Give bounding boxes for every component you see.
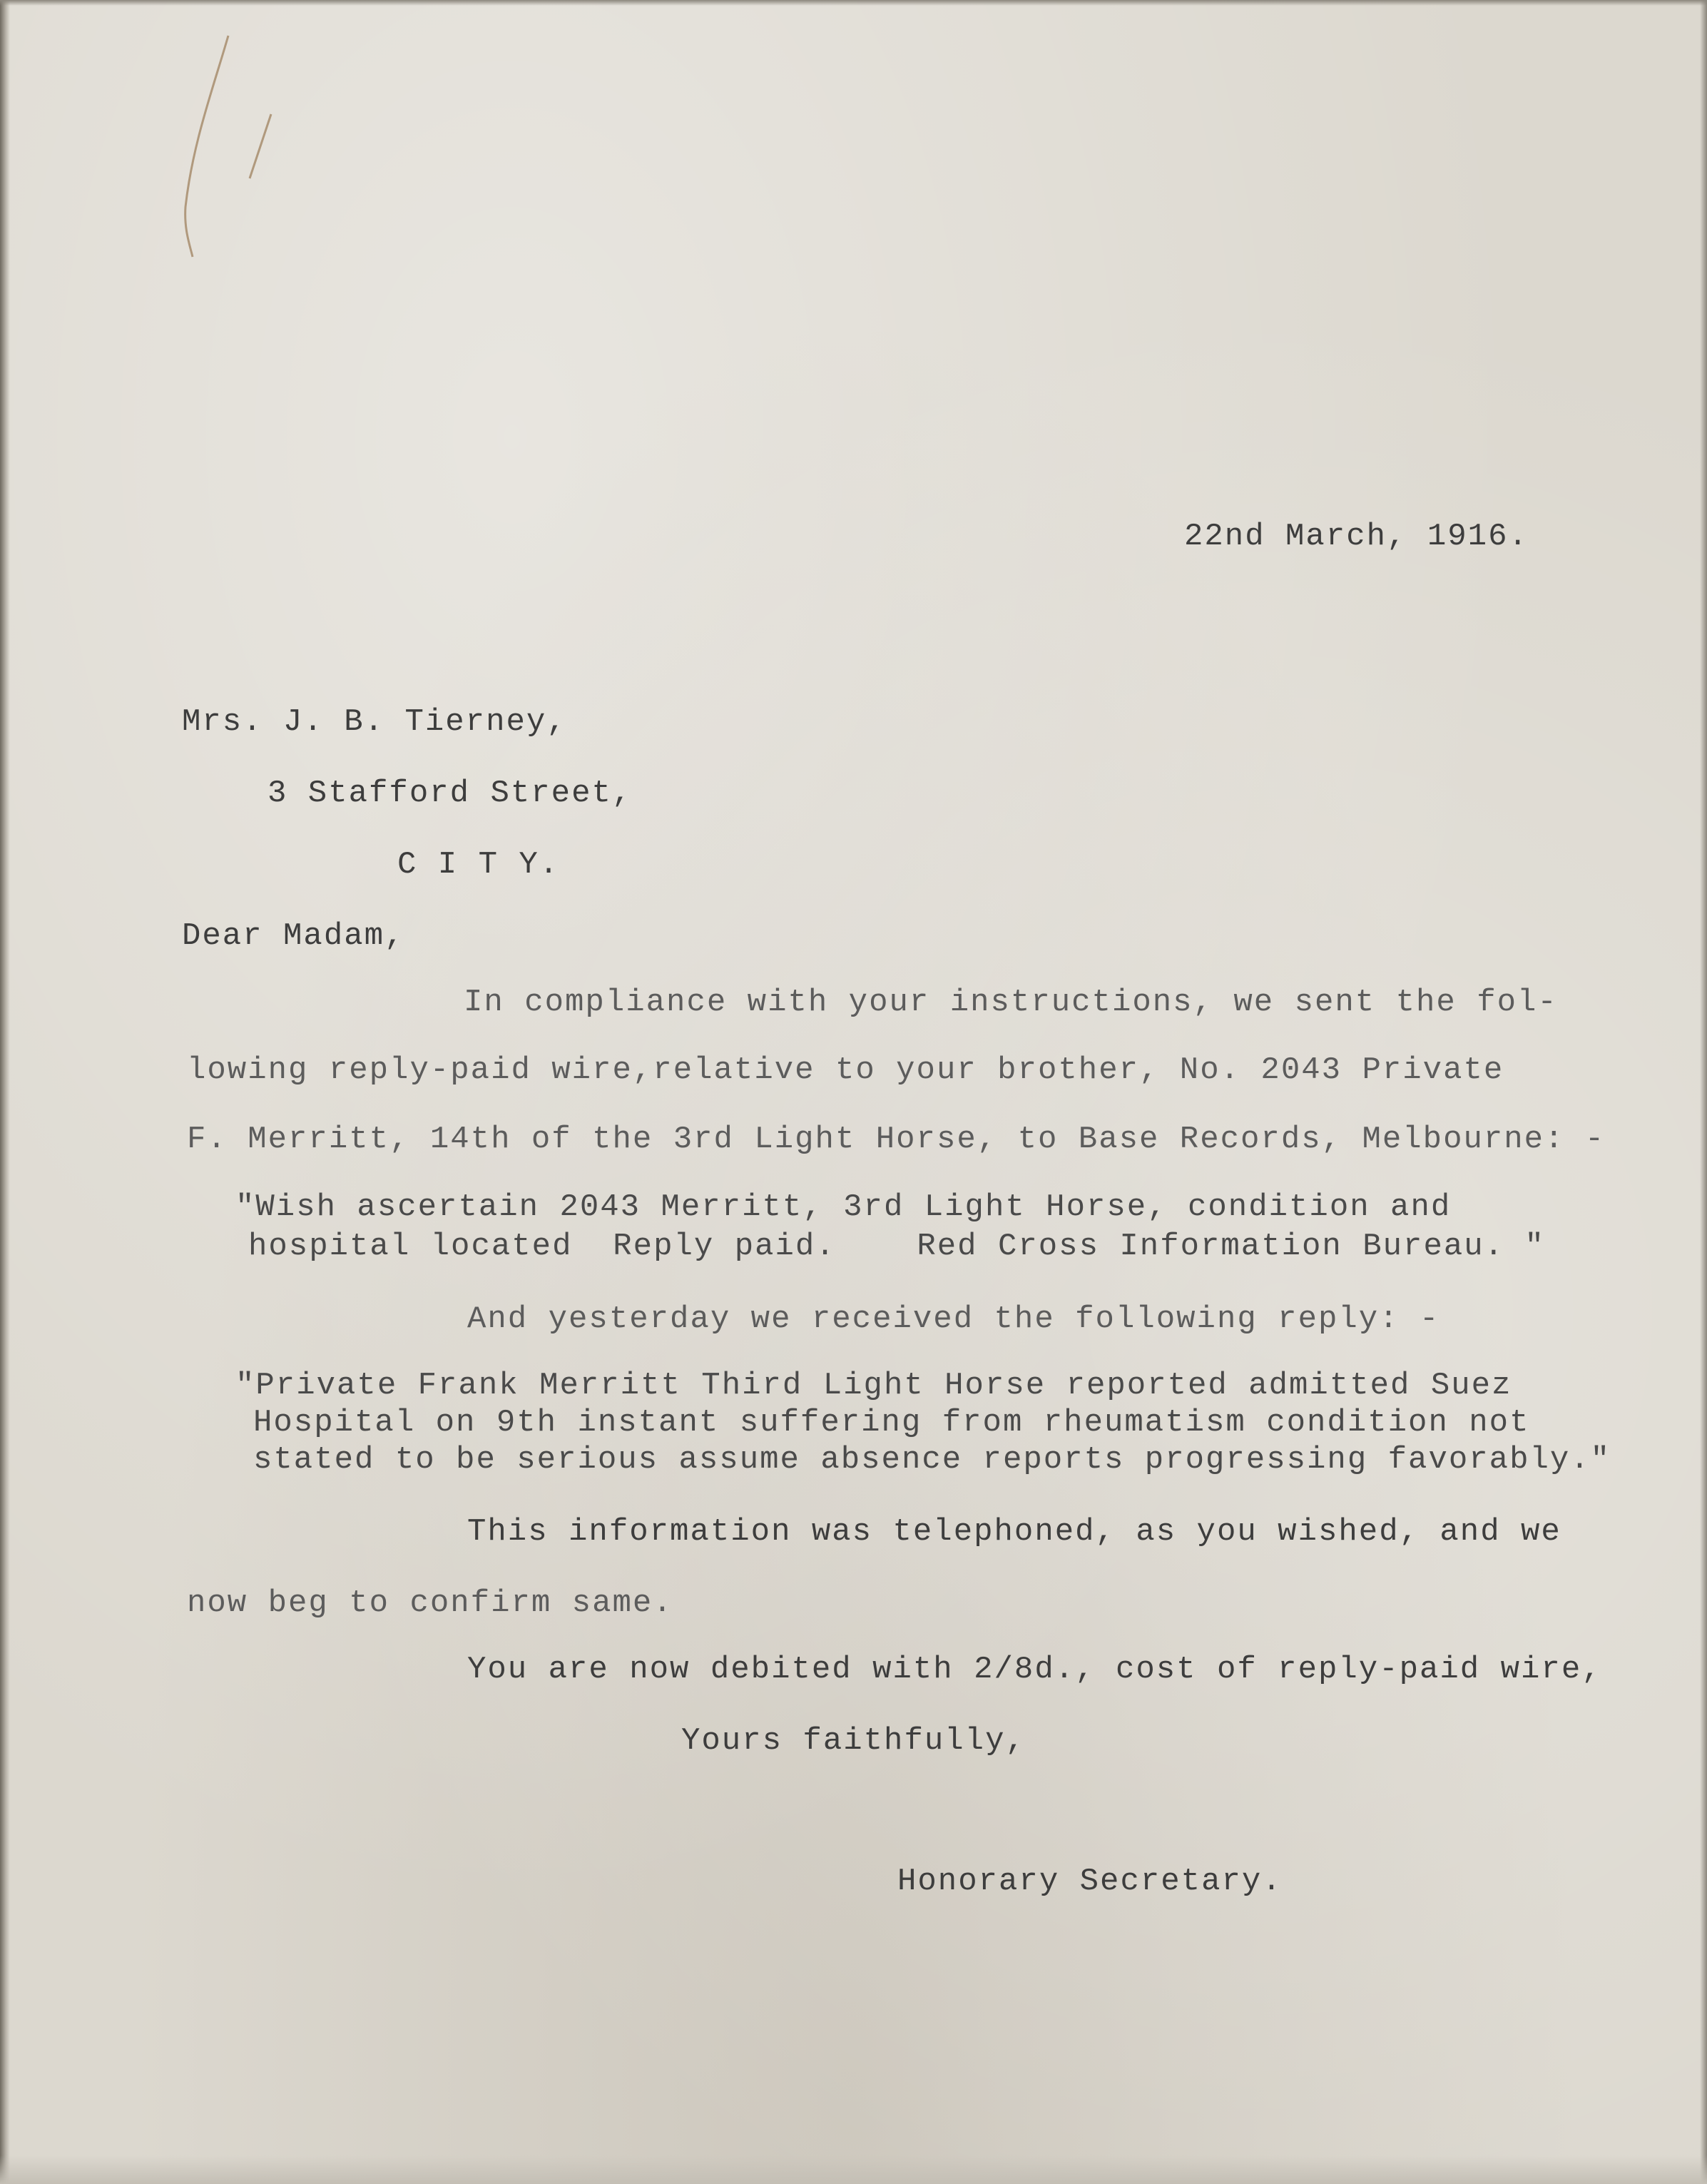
wire-sent-line1: "Wish ascertain 2043 Merritt, 3rd Light Horse, condition and	[235, 1189, 1452, 1225]
wire-sent-line2: hospital located Reply paid. Red Cross Information Bureau. "	[248, 1229, 1545, 1264]
body-paragraph3-line1: This information was telephoned, as you wished, and we	[467, 1514, 1561, 1550]
pencil-mark	[164, 29, 292, 271]
recipient-city: C I T Y.	[397, 847, 560, 883]
body-paragraph1-line1: In compliance with your instructions, we sent the fol-	[464, 985, 1558, 1020]
body-paragraph4: You are now debited with 2/8d., cost of reply-paid wire,	[467, 1652, 1602, 1687]
closing: Yours faithfully,	[681, 1723, 1026, 1759]
paper-left-edge	[0, 0, 10, 2184]
letter-date: 22nd March, 1916.	[1184, 519, 1529, 554]
wire-reply-line3: stated to be serious assume absence reports progressing favorably."	[253, 1442, 1611, 1478]
body-paragraph1-line2: lowing reply-paid wire,relative to your brother, No. 2043 Private	[187, 1052, 1504, 1088]
body-paragraph1-line3: F. Merritt, 14th of the 3rd Light Horse, to Base Records, Melbourne: -	[187, 1122, 1606, 1157]
body-paragraph2: And yesterday we received the following reply: -	[467, 1301, 1440, 1337]
recipient-name: Mrs. J. B. Tierney,	[182, 704, 567, 740]
paper-right-edge	[1700, 0, 1707, 2184]
wire-reply-line1: "Private Frank Merritt Third Light Horse reported admitted Suez	[235, 1368, 1512, 1403]
paper-bottom-edge	[0, 2155, 1707, 2184]
salutation: Dear Madam,	[182, 918, 405, 954]
signatory: Honorary Secretary.	[897, 1864, 1283, 1899]
recipient-street: 3 Stafford Street,	[267, 776, 633, 811]
paper-top-edge	[0, 0, 1707, 6]
body-paragraph3-line2: now beg to confirm same.	[187, 1585, 673, 1621]
wire-reply-line2: Hospital on 9th instant suffering from rheumatism condition not	[253, 1405, 1530, 1441]
